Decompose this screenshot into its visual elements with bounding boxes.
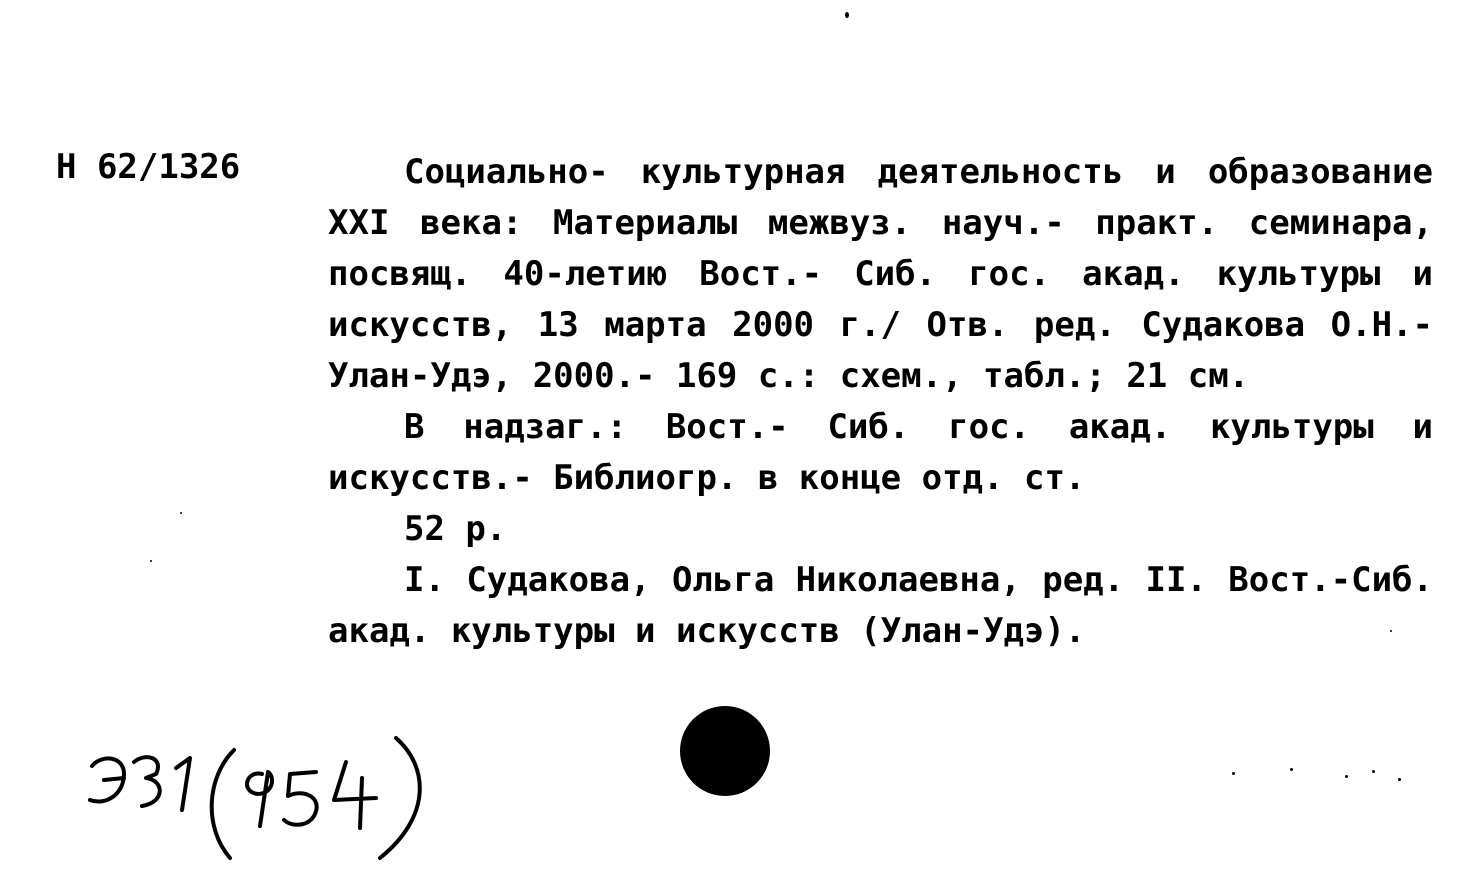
- scan-speck: [1390, 630, 1392, 632]
- scan-speck: [1345, 775, 1348, 778]
- scan-speck: [1290, 768, 1293, 771]
- shelfmark: Н 62/1326: [56, 147, 241, 187]
- scan-speck: [150, 560, 152, 562]
- bibliographic-record: [328, 147, 1433, 657]
- added-entries: I. Судакова, Ольга Николаевна, ред. II. Вост.-Сиб. акад. культуры и искусств (Улан-Удэ).: [328, 560, 1433, 651]
- punched-hole: [680, 706, 770, 796]
- scan-speck: [1398, 778, 1401, 781]
- note-paragraph: В надзаг.: Вост.- Сиб. гос. акад. культуры и искусств.- Библиогр. в конце отд. ст.: [328, 407, 1433, 498]
- scan-speck: [845, 12, 849, 18]
- title-description: Социально- культурная деятельность и образование XXI века: Материалы межвуз. науч.- практ. семинара, посвящ. 40-летию Вост.- Сиб. гос. акад. культуры и искусств, 13 марта 2000 г./ Отв. ред. Судакова О.Н.- Улан-Удэ, 2000.- 169 с.: схем., табл.; 21 см.: [328, 152, 1433, 396]
- handwritten-classification-code: [84, 718, 444, 868]
- scan-speck: [180, 512, 182, 514]
- scan-speck: [1232, 772, 1235, 775]
- price: 52 р.: [404, 509, 507, 549]
- scan-speck: [1372, 770, 1375, 773]
